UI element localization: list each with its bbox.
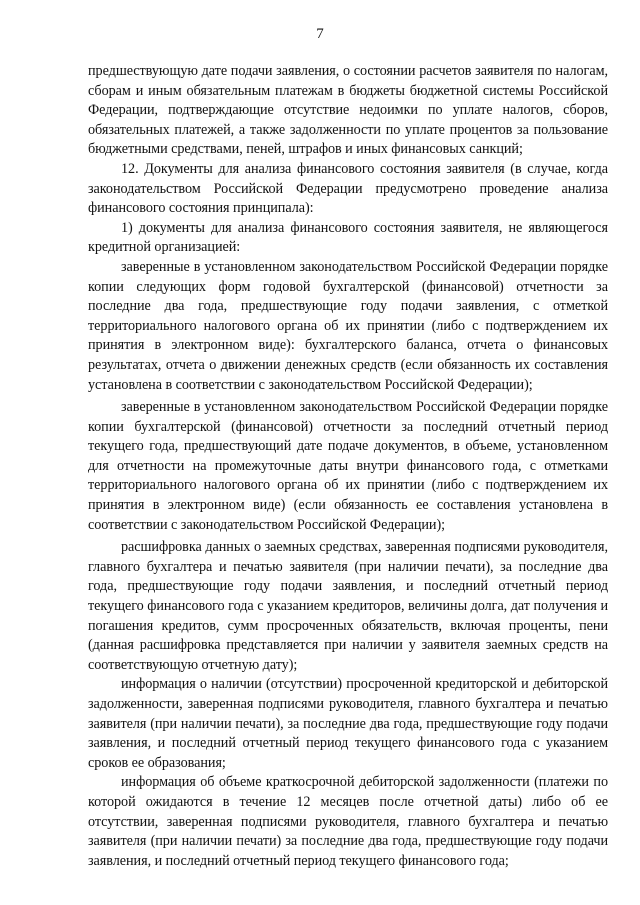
paragraph-item-12: 12. Документы для анализа финансового состояния заявителя (в случае, когда законодательством Российской Федерации предусмотрено проведение анализа финансового состояния принципала): <box>88 160 608 217</box>
paragraph-overdue-debts: информация о наличии (отсутствии) просроченной кредиторской и дебиторской задолженности, заверенная подписями руководителя, главного бухгалтера и печатью заявителя (при наличии печати), за последние два года, предшествующие году подачи заявления, и последний отчетный период текущего финансового года с указанием сроков ее образования; <box>88 676 608 771</box>
document-body <box>88 62 608 871</box>
paragraph-short-term-receivables: информация об объеме краткосрочной дебиторской задолженности (платежи по которой ожидаются в течение 12 месяцев после отчетной даты) либо об ее отсутствии, заверенная подписями руководителя, главного бухгалтера и печатью заявителя (при наличии печати) за последние два года, предшествующие году подачи заявления, и последний отчетный период текущего финансового года; <box>88 774 608 869</box>
page-number: 7 <box>316 26 324 42</box>
paragraph-continuation: предшествующую дате подачи заявления, о состоянии расчетов заявителя по налогам, сборам и иным обязательным платежам в бюджеты бюджетной системы Российской Федерации, подтверждающие отсутствие недоимки по уплате налогов, сборов, обязательных платежей, а также задолженности по уплате процентов за пользование бюджетными средствами, пеней, штрафов и иных финансовых санкций; <box>88 63 608 158</box>
paragraph-subitem-1: 1) документы для анализа финансового состояния заявителя, не являющегося кредитной организацией: <box>88 219 608 256</box>
paragraph-annual-reports: заверенные в установленном законодательством Российской Федерации порядке копии следующих форм годовой бухгалтерской (финансовой) отчетности за последние два года, предшествующие году подачи заявления, с отметкой территориального налогового органа об их принятии (либо с подтверждением их принятия в электронном виде): бухгалтерского баланса, отчета о финансовых результатах, отчета о движении денежных средств (если обязанность их составления установлена в соответствии с законодательством Российской Федерации); <box>88 258 608 393</box>
paragraph-interim-reports: заверенные в установленном законодательством Российской Федерации порядке копии бухгалтерской (финансовой) отчетности за последний отчетный период текущего года, предшествующий дате подаче документов, в объеме, установленном для отчетности на промежуточные даты внутри финансового года, с отметками территориального налогового органа об их принятии (либо с подтверждением их принятия в электронном виде) (если обязанность ее составления установлена в соответствии с законодательством Российской Федерации); <box>88 399 608 533</box>
paragraph-borrowed-funds: расшифровка данных о заемных средствах, заверенная подписями руководителя, главного бухгалтера и печатью заявителя (при наличии печати), за последние два года, предшествующие году подачи заявления, и последний отчетный период текущего финансового года с указанием кредиторов, величины долга, дат получения и погашения кредитов, сумм просроченных обязательств, включая проценты, пени (данная расшифровка представляется при наличии у заявителя заемных средств на соответствующую отчетную дату); <box>88 539 608 673</box>
